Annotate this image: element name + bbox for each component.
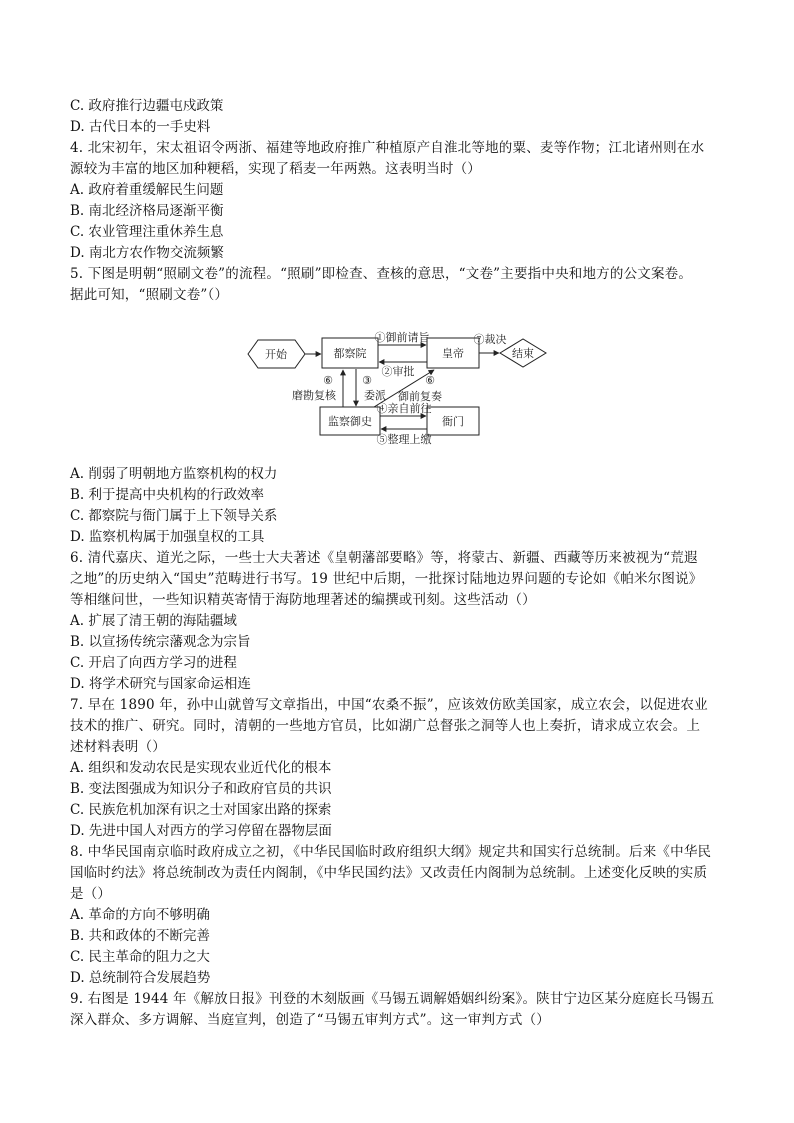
node-yamen-label: 衙门 — [442, 415, 464, 428]
q6-stem-line3: 等相继问世，一些知识精英寄情于海防地理著述的编撰或刊刻。这些活动（） — [70, 592, 536, 608]
q7-option-c: C. 民族危机加深有识之士对国家出路的探索 — [70, 802, 332, 818]
flow-diagram — [70, 312, 730, 462]
q7-stem-line3: 述材料表明（） — [70, 739, 166, 755]
q8-option-d: D. 总统制符合发展趋势 — [70, 970, 211, 986]
q8-option-a: A. 革命的方向不够明确 — [70, 907, 210, 923]
q8-stem-line2: 国临时约法》将总统制改为责任内阁制，《中华民国约法》又改责任内阁制为总统制。上述变化反映的实质 — [70, 865, 708, 881]
q3-option-d: D. 古代日本的一手史料 — [70, 119, 211, 135]
flow-diagram-svg — [70, 312, 730, 462]
q5-stem-line1: 5. 下图是明朝“照刷文卷”的流程。“照刷”即检查、查核的意思，“文卷”主要指中央和地方的公文案卷。 — [70, 266, 693, 282]
q5-option-d: D. 监察机构属于加强皇权的工具 — [70, 529, 265, 545]
q6-option-d: D. 将学术研究与国家命运相连 — [70, 676, 251, 692]
q7-option-b: B. 变法图强成为知识分子和政府官员的共识 — [70, 781, 332, 797]
edge-3-label: 委派 — [364, 389, 386, 402]
q5-option-a: A. 削弱了明朝地方监察机构的权力 — [70, 466, 278, 482]
exam-page — [70, 96, 730, 1031]
q7-stem-line1: 7. 早在 1890 年，孙中山就曾写文章指出，中国“农桑不振”，应该效仿欧美国家，成立农会，以促进农业 — [70, 697, 708, 713]
edge-6a-num: ⑥ — [323, 374, 333, 387]
q4-option-c: C. 农业管理注重休养生息 — [70, 224, 224, 240]
edge-6a-label: 磨勘复核 — [292, 389, 336, 402]
q7-stem-line2: 技术的推广、研究。同时，清朝的一些地方官员，比如湖广总督张之洞等人也上奏折，请求成立农会。上 — [70, 718, 701, 734]
q8-option-b: B. 共和政体的不断完善 — [70, 928, 211, 944]
q4-stem-line2: 源较为丰富的地区加种粳稻，实现了稻麦一年两熟。这表明当时（） — [70, 161, 481, 177]
q5-option-c: C. 都察院与衙门属于上下领导关系 — [70, 508, 278, 524]
q8-option-c: C. 民主革命的阻力之大 — [70, 949, 210, 965]
edge-5-label: ⑤整理上缴 — [376, 433, 432, 446]
node-start-label: 开始 — [265, 348, 287, 361]
q4-option-a: A. 政府着重缓解民生问题 — [70, 182, 224, 198]
q6-option-c: C. 开启了向西方学习的进程 — [70, 655, 237, 671]
q9-stem-line2: 深入群众、多方调解、当庭宣判，创造了“马锡五审判方式”。这一审判方式（） — [70, 1012, 551, 1028]
q6-option-b: B. 以宣扬传统宗藩观念为宗旨 — [70, 634, 251, 650]
edge-4-label: ④亲自前往 — [376, 402, 432, 415]
q5-option-b: B. 利于提高中央机构的行政效率 — [70, 487, 265, 503]
node-jianchayushi-label: 监察御史 — [328, 415, 372, 428]
edge-6b-label: 御前复奏 — [398, 390, 442, 403]
edge-1-label: ①御前请旨 — [374, 331, 430, 344]
edge-2-label: ②审批 — [381, 365, 415, 378]
node-duchayuan-label: 都察院 — [333, 347, 367, 360]
q8-stem-line1: 8. 中华民国南京临时政府成立之初，《中华民国临时政府组织大纲》规定共和国实行总统制。后来《中华民 — [70, 844, 712, 860]
q3-option-c: C. 政府推行边疆屯戍政策 — [70, 98, 224, 114]
q6-stem-line2: 之地”的历史纳入“国史”范畴进行书写。19 世纪中后期，一批探讨陆地边界问题的专论如《帕米尔图说》 — [70, 571, 703, 587]
q7-option-a: A. 组织和发动农民是实现农业近代化的根本 — [70, 760, 332, 776]
node-end-label: 结束 — [512, 347, 534, 360]
q5-stem-line2: 据此可知，“照刷文卷”（） — [70, 287, 229, 303]
q4-stem-line1: 4. 北宋初年，宋太祖诏令两浙、福建等地政府推广种植原产自淮北等地的粟、麦等作物；江北诸州则在水 — [70, 140, 705, 156]
q6-stem-line1: 6. 清代嘉庆、道光之际，一些士大夫著述《皇朝藩部要略》等，将蒙古、新疆、西藏等历来被视为“荒遐 — [70, 550, 698, 566]
q6-option-a: A. 扩展了清王朝的海陆疆域 — [70, 613, 237, 629]
q7-option-d: D. 先进中国人对西方的学习停留在器物层面 — [70, 823, 332, 839]
q4-option-d: D. 南北方农作物交流频繁 — [70, 245, 224, 261]
q4-option-b: B. 南北经济格局逐渐平衡 — [70, 203, 224, 219]
q8-stem-line3: 是（） — [70, 886, 112, 902]
edge-3-num: ③ — [362, 374, 372, 387]
q9-stem-line1: 9. 右图是 1944 年《解放日报》刊登的木刻版画《马锡五调解婚姻纠纷案》。陕甘宁边区某分庭庭长马锡五 — [70, 991, 715, 1007]
node-huangdi-label: 皇帝 — [442, 347, 464, 360]
edge-6b-num: ⑥ — [425, 374, 435, 387]
edge-7-label: ⑦裁决 — [473, 333, 507, 346]
